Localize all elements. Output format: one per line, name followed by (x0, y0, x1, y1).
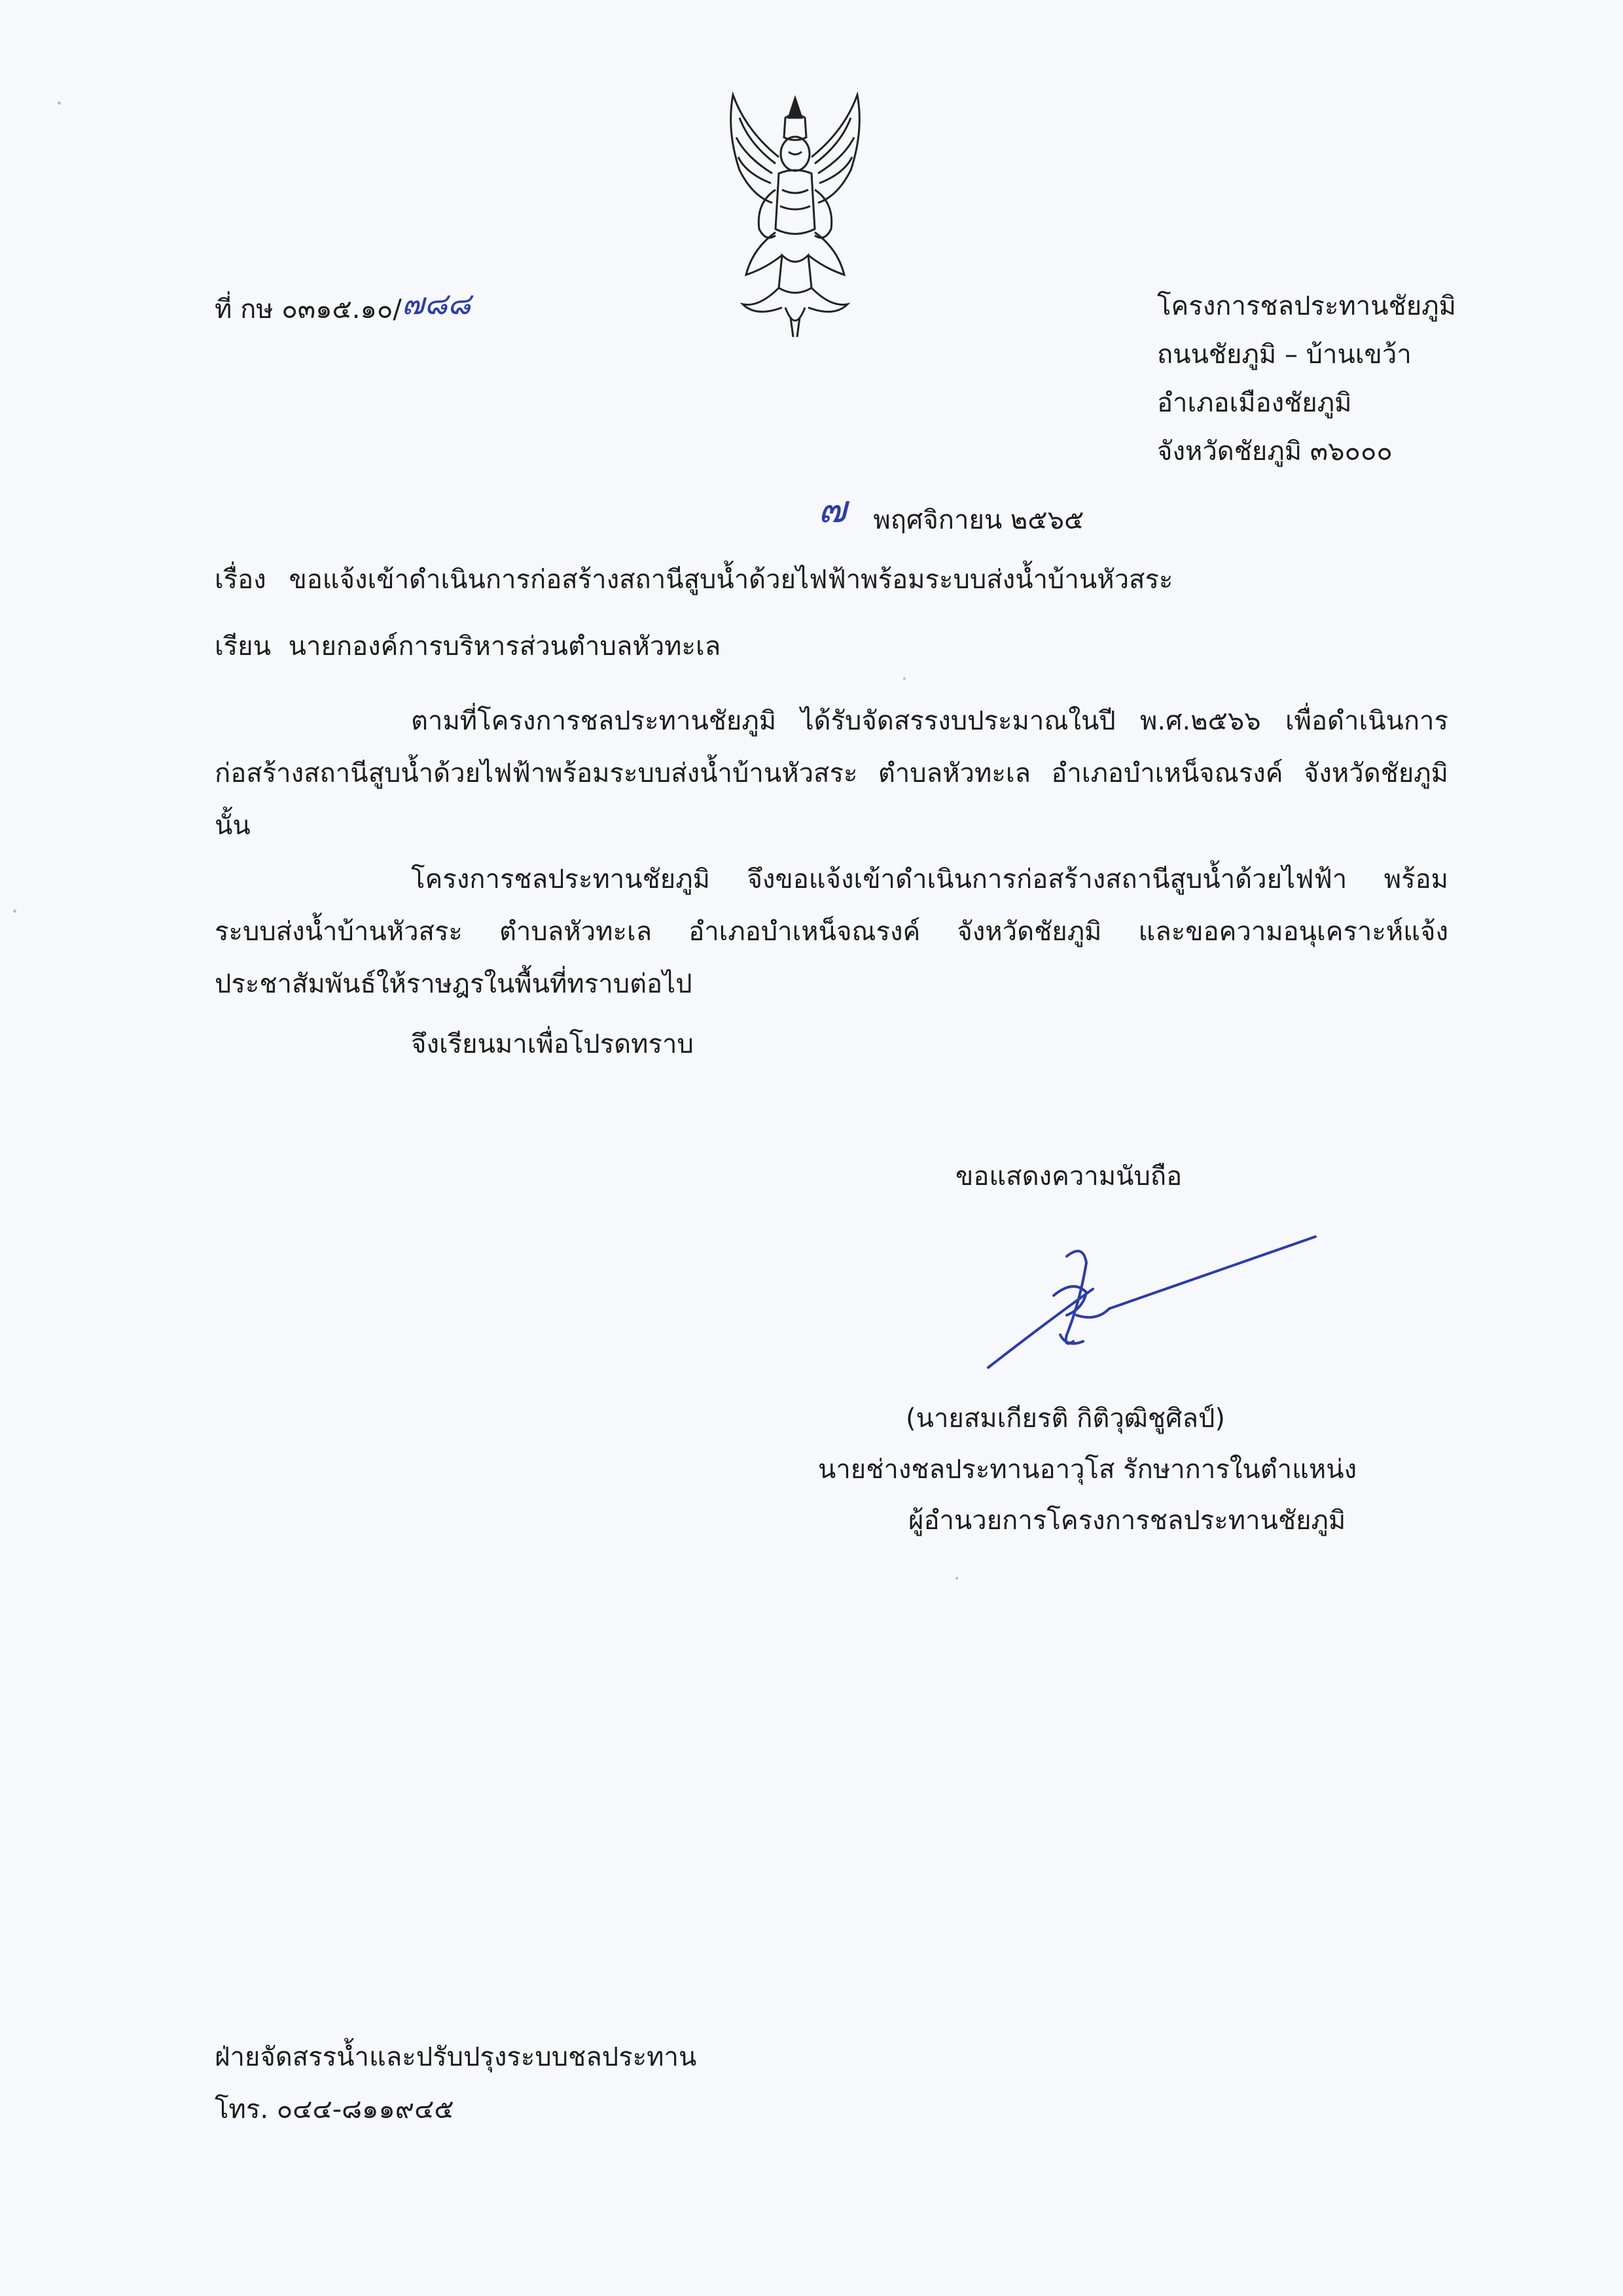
recipient-label: เรียน (215, 631, 271, 662)
date-month-year: พฤศจิกายน ๒๕๖๕ (873, 505, 1084, 535)
footer-phone: โทร. ๐๔๔-๘๑๑๙๔๕ (215, 2094, 454, 2125)
address-line: ถนนชัยภูมิ – บ้านเขว้า (1157, 340, 1412, 370)
closing-line: จึงเรียนมาเพื่อโปรดทราบ (411, 1029, 694, 1059)
subject-label: เรื่อง (215, 565, 266, 595)
body-paragraph-1: ตามที่โครงการชลประทานชัยภูมิ ได้รับจัดสรรงบประมาณในปี พ.ศ.๒๕๖๖ เพื่อดำเนินการก่อสร้างสถานีสูบน้ำด้วยไฟฟ้าพร้อมระบบส่งน้ำบ้านหัวสระ ตำบลหัวทะเล อำเภอบำเหน็จณรงค์ จังหวัดชัยภูมิ นั้น (215, 706, 1448, 841)
letter-date (818, 487, 1084, 539)
recipient-line (215, 628, 721, 665)
body-paragraph-2: โครงการชลประทานชัยภูมิ จึงขอแจ้งเข้าดำเนินการก่อสร้างสถานีสูบน้ำด้วยไฟฟ้า พร้อมระบบส่งน้ำบ้านหัวสระ ตำบลหัวทะเล อำเภอบำเหน็จณรงค์ จังหวัดชัยภูมิ และขอความอนุเคราะห์แจ้งประชาสัมพันธ์ให้ราษฎรในพื้นที่ทราบต่อไป (215, 864, 1448, 999)
address-line: อำเภอเมืองชัยภูมิ (1157, 388, 1352, 418)
scan-speck (955, 1577, 958, 1580)
garuda-emblem (720, 92, 870, 340)
scan-speck (58, 101, 61, 105)
scan-speck (903, 677, 906, 680)
salutation: ขอแสดงความนับถือ (955, 1161, 1183, 1192)
reference-handwritten-number: ๗๘๘ (401, 286, 471, 321)
signatory-position-line-2: ผู้อำนวยการโครงการชลประทานชัยภูมิ (908, 1506, 1346, 1536)
handwritten-signature (969, 1217, 1335, 1387)
address-line: โครงการชลประทานชัยภูมิ (1157, 291, 1456, 321)
signatory-name: (นายสมเกียรติ กิติวุฒิชูศิลป์) (906, 1404, 1225, 1434)
footer-department: ฝ่ายจัดสรรน้ำและปรับปรุงระบบชลประทาน (215, 2042, 697, 2072)
address-line: จังหวัดชัยภูมิ ๓๖๐๐๐ (1157, 436, 1393, 467)
subject-line (215, 561, 1173, 598)
recipient-text: นายกองค์การบริหารส่วนตำบลหัวทะเล (288, 631, 721, 662)
reference-number (215, 286, 471, 328)
signatory-position-line-1: นายช่างชลประทานอาวุโส รักษาการในตำแหน่ง (818, 1455, 1357, 1485)
subject-text: ขอแจ้งเข้าดำเนินการก่อสร้างสถานีสูบน้ำด้วยไฟฟ้าพร้อมระบบส่งน้ำบ้านหัวสระ (289, 565, 1173, 595)
scan-speck (13, 910, 16, 913)
reference-prefix: ที่ กษ ๐๓๑๕.๑๐/ (215, 294, 402, 325)
date-day-handwritten: ๗ (818, 487, 847, 531)
